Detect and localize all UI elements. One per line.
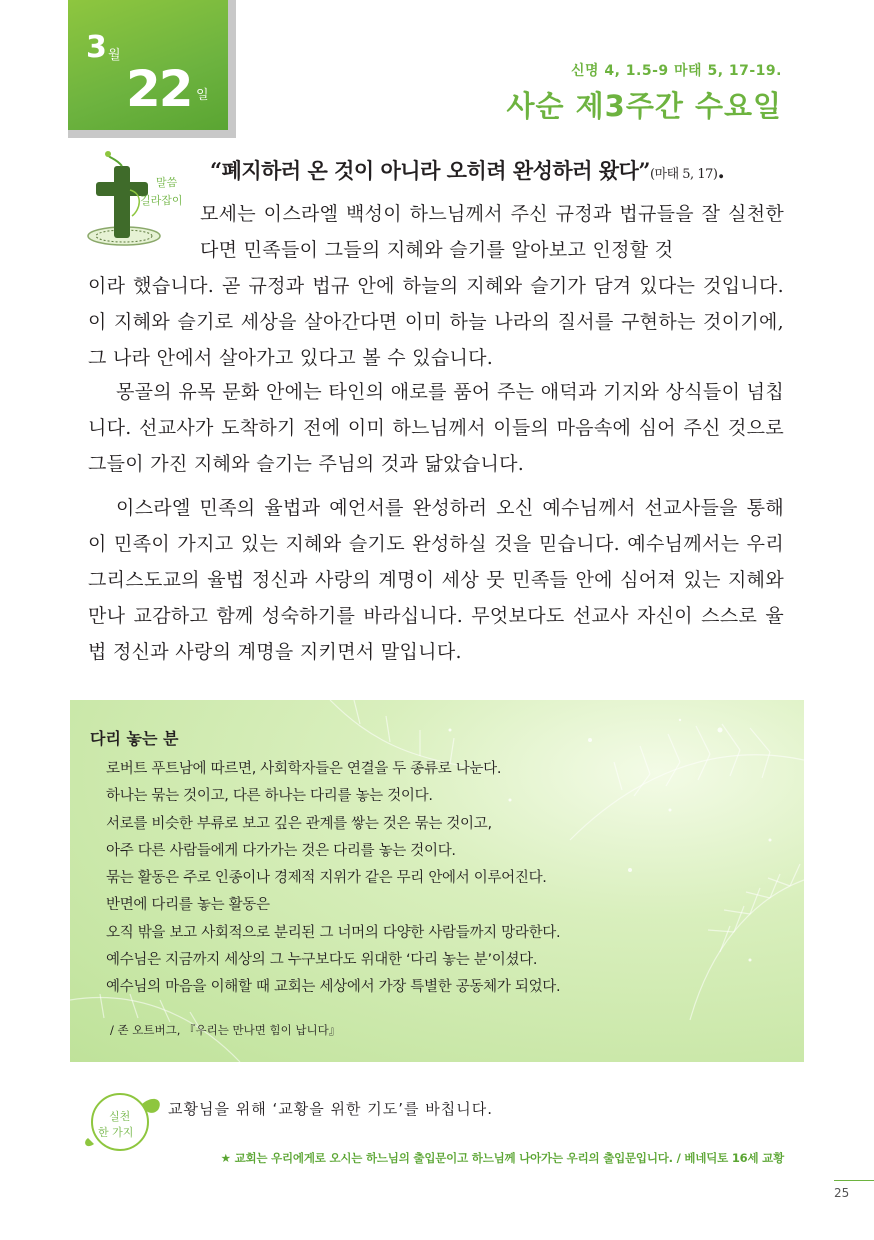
date-tab-green	[68, 0, 228, 130]
practice-text: 교황님을 위해 ‘교황을 위한 기도’를 바칩니다.	[168, 1100, 493, 1118]
day-unit: 일	[196, 88, 209, 103]
word-icon-label-2: 길라잡이	[140, 194, 183, 207]
box-text	[106, 756, 786, 1002]
reflection-paragraph-2: 몽골의 유목 문화 안에는 타인의 애로를 품어 주는 애덕과 기지와 상식들이 넘칩니다. 선교사가 도착하기 전에 이미 하느님께서 이들의 마음속에 심어 주신 것으로 그들이 가진 지혜와 슬기는 주님의 것과 닮았습니다.	[88, 381, 784, 475]
box-line: 서로를 비슷한 부류로 보고 깊은 관계를 쌓는 것은 묶는 것이고,	[106, 815, 492, 832]
quote-end: .	[717, 158, 725, 183]
reflection-paragraph-3: 이스라엘 민족의 율법과 예언서를 완성하러 오신 예수님께서 선교사들을 통해 이 민족이 가지고 있는 지혜와 슬기도 완성하실 것을 믿습니다. 예수님께서는 우리 그리스도교의 율법 정신과 사랑의 계명이 세상 뭇 민족들 안에 심어져 있는 지혜와 만나 교감하고 함께 성숙하기를 바라십니다. 무엇보다도 선교사 자신이 스스로 율법 정신과 사랑의 계명을 지키면서 말입니다.	[88, 497, 784, 663]
box-line: 하나는 묶는 것이고, 다른 하나는 다리를 놓는 것이다.	[106, 788, 433, 805]
reading-box	[70, 700, 804, 1062]
quote-citation: (마태 5, 17)	[649, 167, 718, 182]
box-source: / 존 오트버그, 『우리는 만나면 힘이 납니다』	[110, 1023, 341, 1037]
date-tab	[68, 0, 236, 138]
page-number-rule	[834, 1180, 874, 1181]
box-line: 예수님의 마음을 이해할 때 교회는 세상에서 가장 특별한 공동체가 되었다.	[106, 979, 561, 996]
box-line: 오직 밖을 보고 사회적으로 분리된 그 너머의 다양한 사람들까지 망라한다.	[106, 924, 561, 941]
leaf-badge-icon	[80, 1088, 166, 1154]
practice-icon-label-2: 한 가지	[98, 1126, 134, 1139]
footer-quote: ★ 교회는 우리에게로 오시는 하느님의 출입문이고 하느님께 나아가는 우리의 출입문입니다. / 베네딕토 16세 교황	[220, 1151, 784, 1165]
word-guide-icon	[84, 150, 194, 250]
practice-icon	[80, 1088, 166, 1154]
box-line: 로버트 푸트남에 따르면, 사회학자들은 연결을 두 종류로 나눈다.	[106, 761, 502, 777]
box-line: 예수님은 지금까지 세상의 그 누구보다도 위대한 ‘다리 놓는 분’이셨다.	[106, 952, 538, 969]
page-number: 25	[834, 1186, 850, 1200]
liturgical-day-title: 사순 제3주간 수요일	[506, 89, 782, 123]
quote-text: “폐지하러 온 것이 아니라 오히려 완성하러 왔다”	[210, 158, 650, 183]
cross-vine-icon	[84, 150, 194, 250]
gospel-quote	[210, 155, 724, 185]
day-number: 22	[126, 60, 192, 118]
month-unit: 월	[108, 48, 121, 63]
box-line: 아주 다른 사람들에게 다가가는 것은 다리를 놓는 것이다.	[106, 842, 456, 859]
reflection-paragraph-1-tail: 이라 했습니다. 곧 규정과 법규 안에 하늘의 지혜와 슬기가 담겨 있다는 것입니다. 이 지혜와 슬기로 세상을 살아간다면 이미 하늘 나라의 질서를 구현하는 것이기에, 그 나라 안에서 살아가고 있다고 볼 수 있습니다.	[88, 275, 784, 369]
reflection-paragraph-1-head: 모세는 이스라엘 백성이 하느님께서 주신 규정과 법규들을 잘 실천한다면 민족들이 그들의 지혜와 슬기를 알아보고 인정할 것	[200, 203, 784, 261]
practice-icon-label-1: 실천	[109, 1110, 131, 1123]
word-icon-label-1: 말씀	[156, 176, 178, 189]
scripture-readings: 신명 4, 1.5-9 마태 5, 17-19.	[570, 63, 782, 79]
box-line: 묶는 활동은 주로 인종이나 경제적 지위가 같은 무리 안에서 이루어진다.	[106, 870, 547, 887]
box-line: 반면에 다리를 놓는 활동은	[106, 897, 270, 914]
month-number: 3	[86, 30, 107, 65]
box-title: 다리 놓는 분	[90, 729, 179, 748]
